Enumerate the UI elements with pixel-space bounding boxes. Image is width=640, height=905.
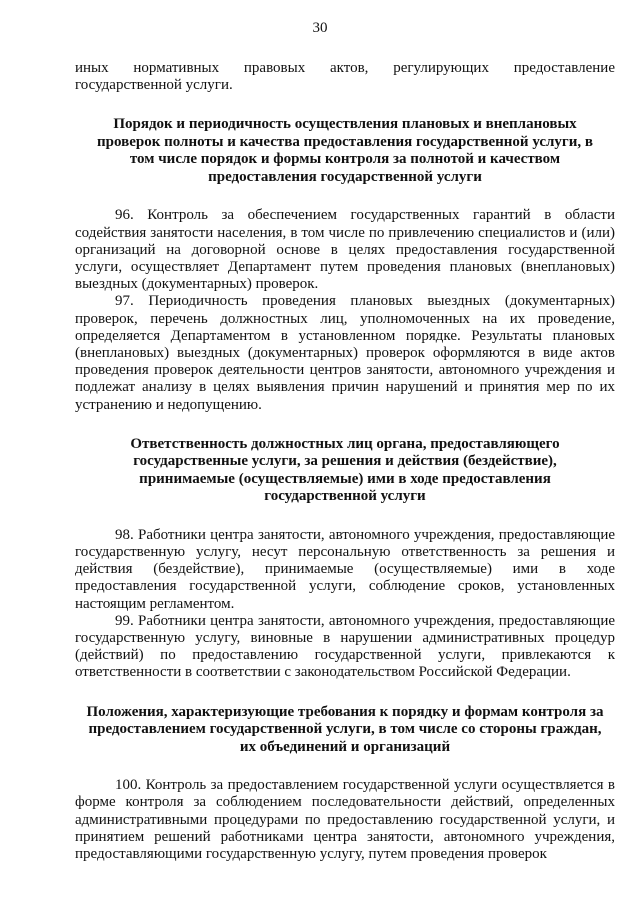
section-inspection-procedure [75,116,615,413]
paragraph-97: 97. Периодичность проведения плановых выездных (документарных) проверок, перечень должностных лиц, уполномоченных на их проведение, определяется Департаментом в установленном порядке. Результаты плановых (внеплановых) выездных (документарных) проверок оформляются в виде актов проведения проверок деятельности центров занятости, автономного учреждения и подлежат анализу в целях выявления причин нарушений и принятия мер по их устранению и недопущению. [75,293,615,413]
section-heading: Порядок и периодичность осуществления плановых и внеплановых проверок полноты и качества предоставления государственной услуги, в том числе порядок и формы контроля за полнотой и качеством предоставления государственной услуги [96,116,593,185]
intro-paragraph: иных нормативных правовых актов, регулирующих предоставление государственной услуги. [75,60,615,94]
section-heading: Положения, характеризующие требования к порядку и формам контроля за предоставлением государственной услуги, в том числе со стороны граждан, их объединений и организаций [86,703,604,755]
document-body [75,60,615,863]
section-officials-responsibility [75,436,615,682]
paragraph-98: 98. Работники центра занятости, автономного учреждения, предоставляющие государственную услугу, несут персональную ответственность за решения и действия (бездействие), принимаемые (осуществляемые) ими в ходе предоставления государственной услуги, соблюдение сроков, установленных настоящим регламентом. [75,526,615,612]
section-control-requirements [75,704,615,864]
paragraph-100: 100. Контроль за предоставлением государственной услуги осуществляется в форме контроля за соблюдением последовательности действий, определенных административными процедурами по предоставлению государственной услуги, и принятием решений работниками центра занятости, автономного учреждения, предоставляющими государственную услугу, путем проведения проверок [75,777,615,862]
page-number: 30 [312,20,328,36]
paragraph-99: 99. Работники центра занятости, автономного учреждения, предоставляющие государственную услугу, виновные в нарушении административных процедур (действий) по предоставлению государственной услуги, привлекаются к ответственности в соответствии с законодательством Российской Федерации. [75,612,615,681]
section-heading: Ответственность должностных лиц органа, предоставляющего государственные услуги, за решения и действия (бездействие), принимаемые (осуществляемые) ими в ходе предоставления государственной услуги [130,435,560,505]
paragraph-96: 96. Контроль за обеспечением государственных гарантий в области содействия занятости населения, в том числе по привлечению специалистов и (или) организаций на договорной основе в целях предоставления государственной услуги, осуществляет Департамент путем проведения плановых (внеплановых) выездных (документарных) проверок. [75,207,615,293]
